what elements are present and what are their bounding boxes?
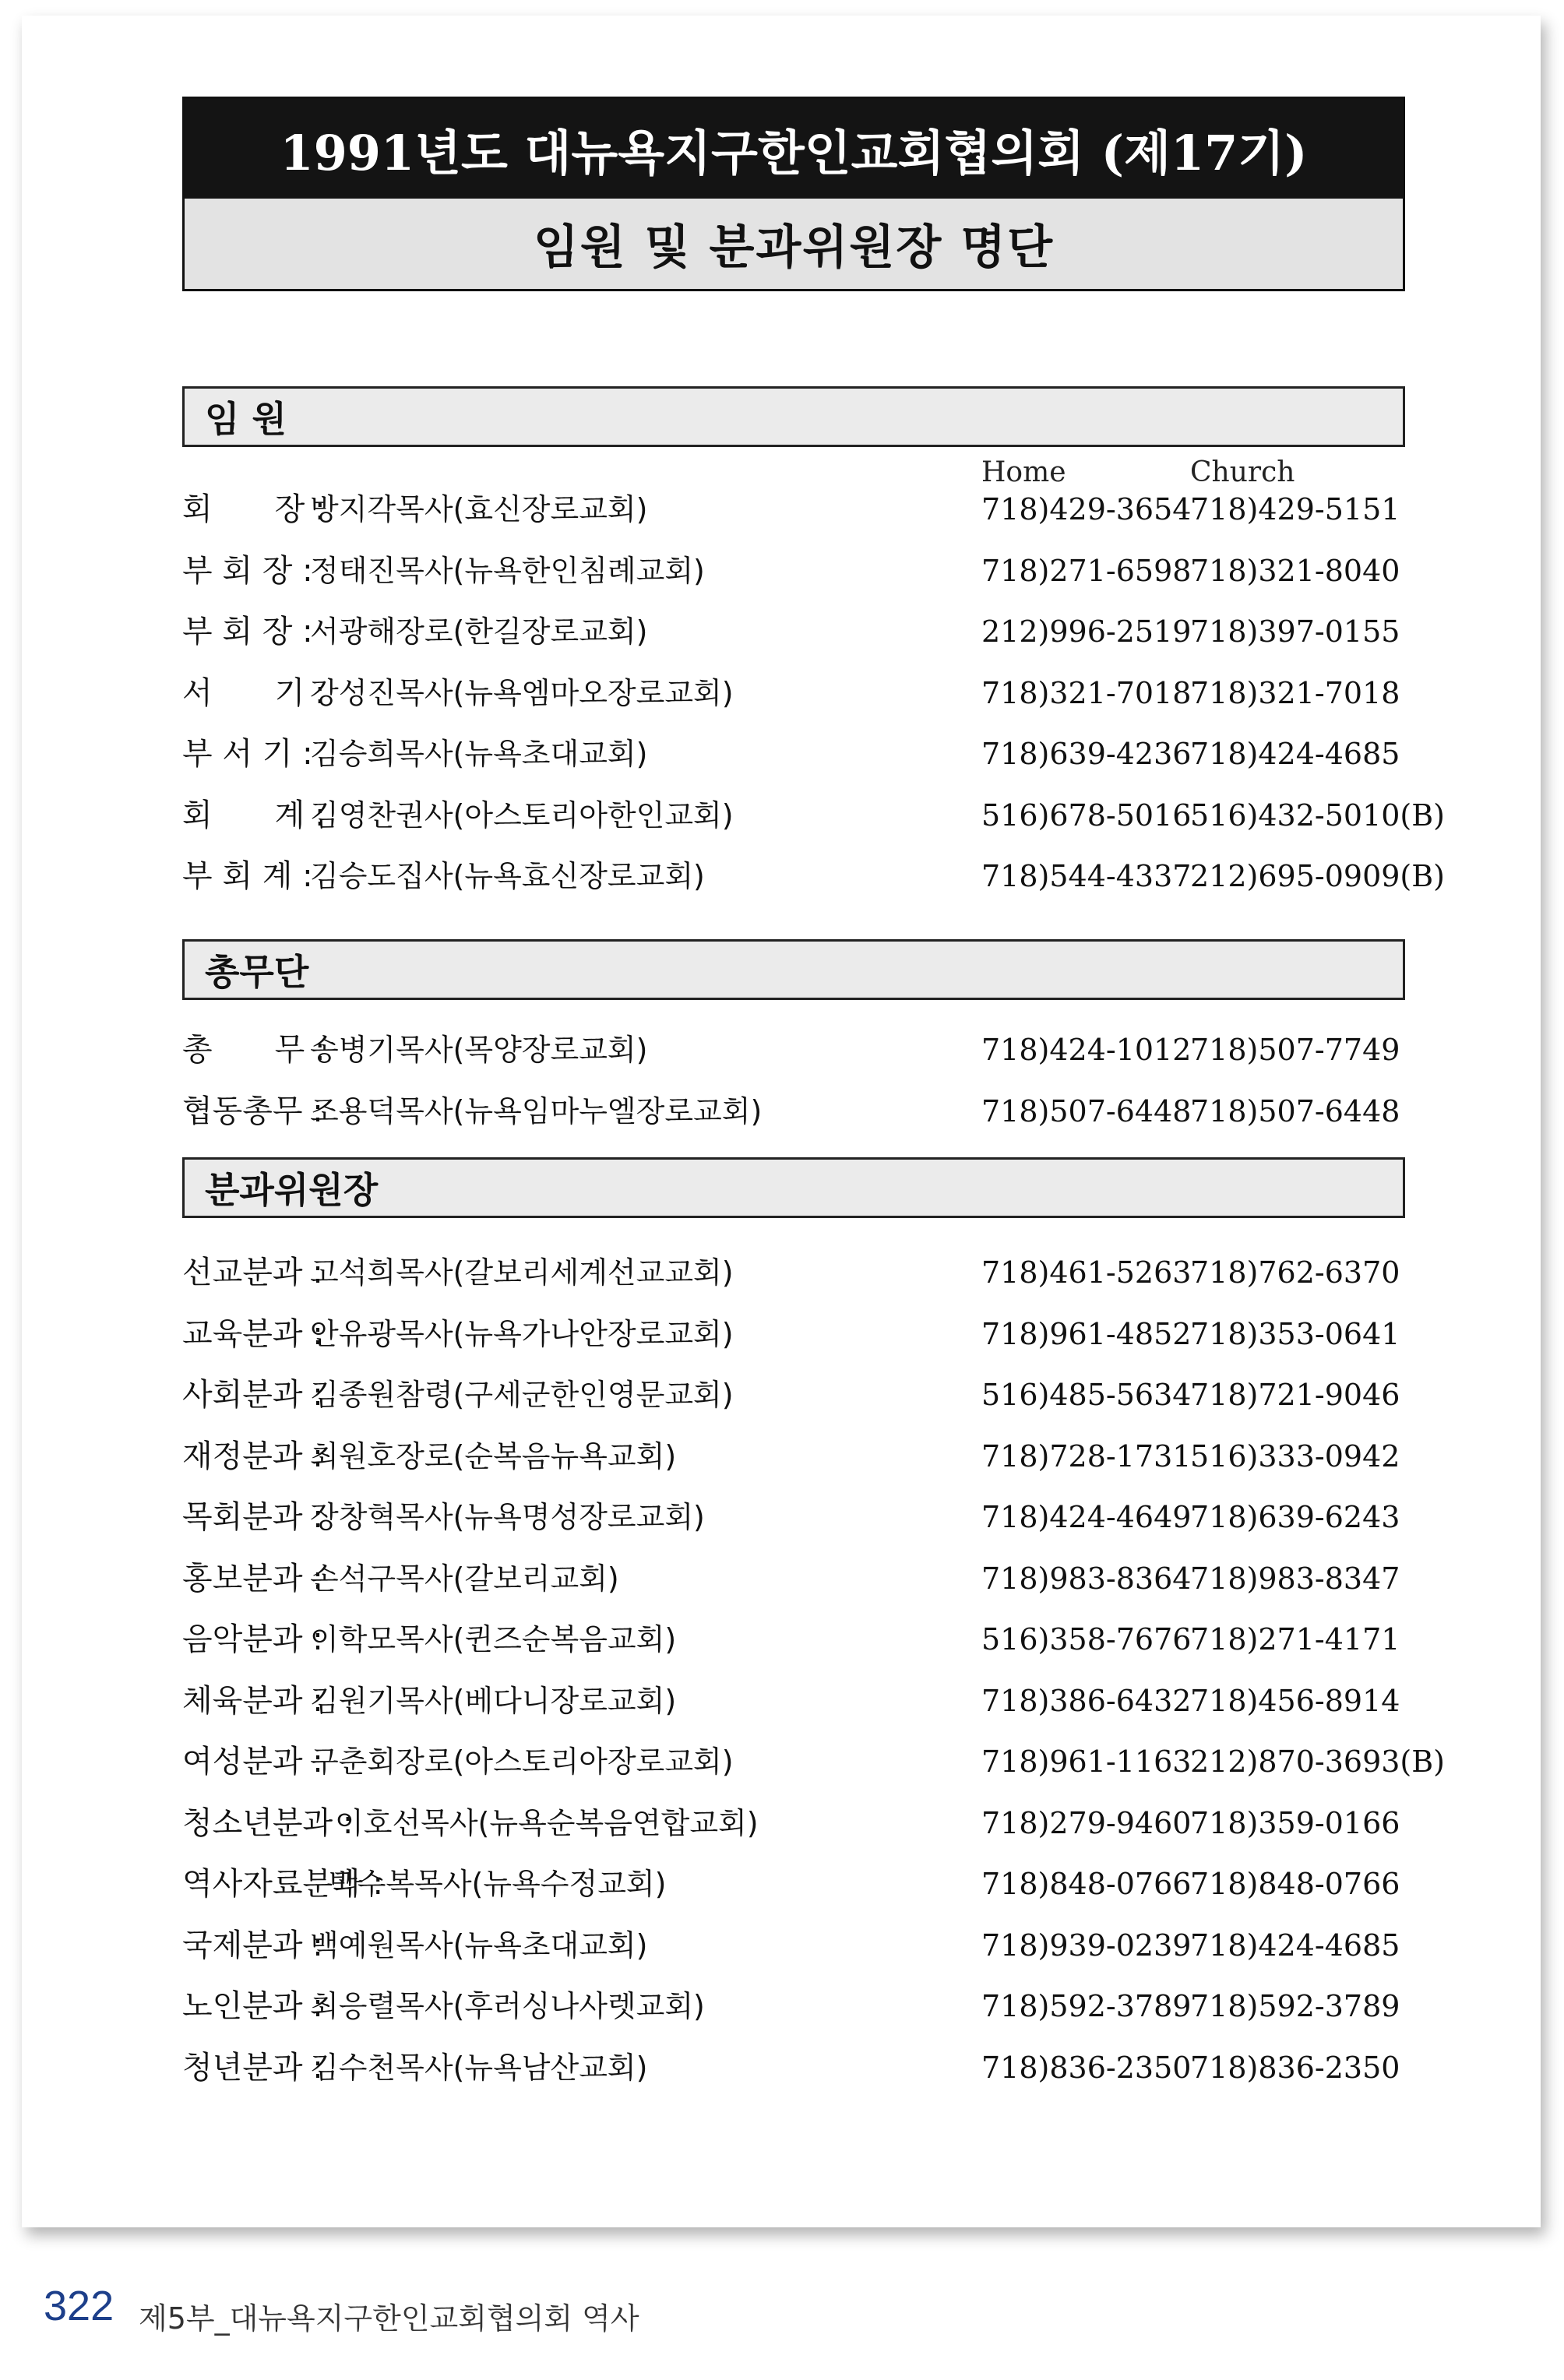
home-phone: 718)544-4337 — [981, 859, 1192, 893]
role-label: 여성분과 : — [182, 1744, 323, 1780]
member-name: 고석희목사(갈보리세계선교교회) — [310, 1255, 734, 1290]
church-phone: 718)424-4685 — [1190, 1928, 1400, 1963]
role-label: 총 무 : — [182, 1032, 326, 1068]
church-phone: 718)359-0166 — [1190, 1805, 1400, 1840]
church-phone: 718)321-8040 — [1190, 553, 1400, 588]
home-phone: 718)728-1731 — [981, 1438, 1192, 1473]
table-row — [182, 1489, 1428, 1545]
role-label: 노인분과 : — [182, 1988, 323, 2024]
table-row — [182, 1611, 1428, 1667]
role-label: 역사자료분과 : — [182, 1866, 384, 1902]
church-phone: 718)639-6243 — [1190, 1500, 1400, 1534]
role-label: 부 회 장 : — [182, 614, 313, 650]
member-name: 안유광목사(뉴욕가나안장로교회) — [310, 1316, 734, 1351]
church-phone: 718)836-2350 — [1190, 2050, 1400, 2085]
member-name: 최응렬목사(후러싱나사렛교회) — [310, 1989, 705, 2023]
home-phone: 718)848-0766 — [981, 1867, 1192, 1901]
home-phone: 718)424-1012 — [981, 1033, 1192, 1067]
member-name: 김승도집사(뉴욕효신장로교회) — [310, 859, 705, 893]
column-header-home: Home — [981, 456, 1066, 488]
role-label: 서 기 : — [182, 674, 326, 711]
member-name: 방지각목사(효신장로교회) — [310, 492, 648, 526]
role-label: 부 회 장 : — [182, 552, 313, 589]
church-phone: 718)397-0155 — [1190, 614, 1400, 649]
main-title: 1991년도 대뉴욕지구한인교회협의회 (제17기) — [185, 99, 1403, 199]
role-label: 선교분과 : — [182, 1255, 323, 1290]
home-phone: 718)592-3789 — [981, 1989, 1192, 2023]
church-phone: 718)271-4171 — [1190, 1622, 1400, 1656]
role-label: 청소년분과 : — [182, 1804, 354, 1841]
church-phone: 718)762-6370 — [1190, 1255, 1400, 1290]
member-name: 최원호장로(순복음뉴욕교회) — [310, 1438, 677, 1473]
title-box — [182, 97, 1405, 291]
table-row — [182, 1022, 1428, 1078]
role-label: 회 계 : — [182, 797, 326, 833]
table-row — [182, 848, 1446, 904]
column-header-church: Church — [1190, 456, 1295, 488]
member-name: 이학모목사(퀸즈순복음교회) — [310, 1622, 677, 1656]
home-phone: 718)424-4649 — [981, 1500, 1192, 1534]
section-header-officers: 임 원 — [182, 386, 1405, 447]
member-name: 서광해장로(한길장로교회) — [310, 614, 648, 649]
church-phone: 718)507-6448 — [1190, 1093, 1400, 1128]
member-name: 강성진목사(뉴욕엠마오장로교회) — [310, 675, 734, 710]
home-phone: 718)639-4236 — [981, 737, 1192, 771]
table-row — [182, 1856, 1428, 1912]
table-row — [182, 1551, 1428, 1607]
home-phone: 516)678-5016 — [981, 797, 1192, 833]
table-row — [182, 665, 1428, 721]
table-row — [182, 726, 1428, 782]
section-header-general-affairs: 총무단 — [182, 939, 1405, 1000]
role-label: 체육분과 : — [182, 1682, 323, 1719]
home-phone: 212)996-2519 — [981, 614, 1192, 649]
church-phone: 718)429-5151 — [1190, 492, 1400, 526]
home-phone: 718)429-3654 — [981, 492, 1192, 526]
role-label: 목회분과 : — [182, 1499, 323, 1535]
role-label: 회 장 : — [182, 491, 326, 527]
member-name: 손석구목사(갈보리교회) — [310, 1561, 619, 1596]
church-phone: 718)592-3789 — [1190, 1989, 1400, 2023]
church-phone: 718)353-0641 — [1190, 1316, 1400, 1351]
member-name: 송병기목사(목양장로교회) — [310, 1033, 648, 1067]
role-label: 교육분과 : — [182, 1315, 323, 1352]
member-name: 구춘회장로(아스토리아장로교회) — [310, 1745, 734, 1779]
member-name: 김승희목사(뉴욕초대교회) — [310, 737, 648, 771]
table-row — [182, 1673, 1428, 1729]
church-phone: 718)456-8914 — [1190, 1683, 1400, 1718]
church-phone: 516)333-0942 — [1190, 1438, 1400, 1473]
member-name: 김영찬권사(아스토리아한인교회) — [310, 797, 734, 833]
role-label: 청년분과 : — [182, 2049, 323, 2086]
member-name: 김종원참령(구세군한인영문교회) — [310, 1378, 734, 1412]
table-row — [182, 1978, 1428, 2034]
footer-text: 제5부_대뉴욕지구한인교회협의회 역사 — [139, 2301, 639, 2336]
table-row — [182, 1367, 1428, 1423]
member-name: 장창혁목사(뉴욕명성장로교회) — [310, 1500, 705, 1534]
member-name: 정태진목사(뉴욕한인침례교회) — [310, 553, 705, 588]
member-name: 김원기목사(베다니장로교회) — [310, 1683, 677, 1718]
table-row — [182, 1795, 1428, 1851]
role-label: 홍보분과 : — [182, 1560, 323, 1597]
church-phone: 718)507-7749 — [1190, 1033, 1400, 1067]
table-row — [182, 1917, 1428, 1973]
table-row — [182, 1083, 1428, 1139]
home-phone: 718)271-6598 — [981, 553, 1192, 588]
table-row — [182, 1734, 1446, 1790]
member-name: 이호선목사(뉴욕순복음연합교회) — [335, 1805, 759, 1840]
home-phone: 718)939-0239 — [981, 1928, 1192, 1963]
home-phone: 718)961-1163 — [981, 1745, 1192, 1779]
church-phone: 516)432-5010(B) — [1190, 797, 1446, 833]
church-phone: 718)983-8347 — [1190, 1561, 1400, 1596]
table-row — [182, 787, 1446, 843]
member-name: 김수천목사(뉴욕남산교회) — [310, 2050, 648, 2085]
table-row — [182, 1245, 1428, 1301]
section-header-committee-chairs: 분과위원장 — [182, 1157, 1405, 1218]
home-phone: 718)321-7018 — [981, 675, 1192, 710]
role-label: 부 회 계 : — [182, 858, 313, 894]
church-phone: 212)870-3693(B) — [1190, 1745, 1446, 1779]
home-phone: 516)485-5634 — [981, 1378, 1192, 1412]
member-name: 백예원목사(뉴욕초대교회) — [310, 1928, 648, 1963]
church-phone: 718)424-4685 — [1190, 737, 1400, 771]
role-label: 음악분과 : — [182, 1621, 323, 1657]
home-phone: 718)983-8364 — [981, 1561, 1192, 1596]
home-phone: 718)836-2350 — [981, 2050, 1192, 2085]
church-phone: 718)721-9046 — [1190, 1378, 1400, 1412]
church-phone: 718)848-0766 — [1190, 1867, 1400, 1901]
church-phone: 718)321-7018 — [1190, 675, 1400, 710]
church-phone: 212)695-0909(B) — [1190, 859, 1446, 893]
table-row — [182, 481, 1428, 537]
member-name: 조용덕목사(뉴욕임마누엘장로교회) — [310, 1093, 763, 1128]
sub-title: 임원 및 분과위원장 명단 — [185, 199, 1403, 289]
role-label: 협동총무 : — [182, 1093, 323, 1129]
role-label: 사회분과 : — [182, 1377, 323, 1413]
home-phone: 718)386-6432 — [981, 1683, 1192, 1718]
role-label: 재정분과 : — [182, 1438, 323, 1474]
table-row — [182, 543, 1428, 599]
table-row — [182, 2040, 1428, 2096]
table-row — [182, 604, 1428, 660]
home-phone: 718)461-5263 — [981, 1255, 1192, 1290]
role-label: 국제분과 : — [182, 1927, 323, 1963]
role-label: 부 서 기 : — [182, 736, 313, 772]
home-phone: 718)507-6448 — [981, 1093, 1192, 1128]
member-name: 박수복목사(뉴욕수정교회) — [329, 1867, 667, 1901]
home-phone: 718)961-4852 — [981, 1316, 1192, 1351]
page-number: 322 — [44, 2283, 114, 2329]
home-phone: 516)358-7676 — [981, 1622, 1192, 1656]
home-phone: 718)279-9460 — [981, 1805, 1192, 1840]
table-row — [182, 1428, 1428, 1484]
table-row — [182, 1306, 1428, 1362]
